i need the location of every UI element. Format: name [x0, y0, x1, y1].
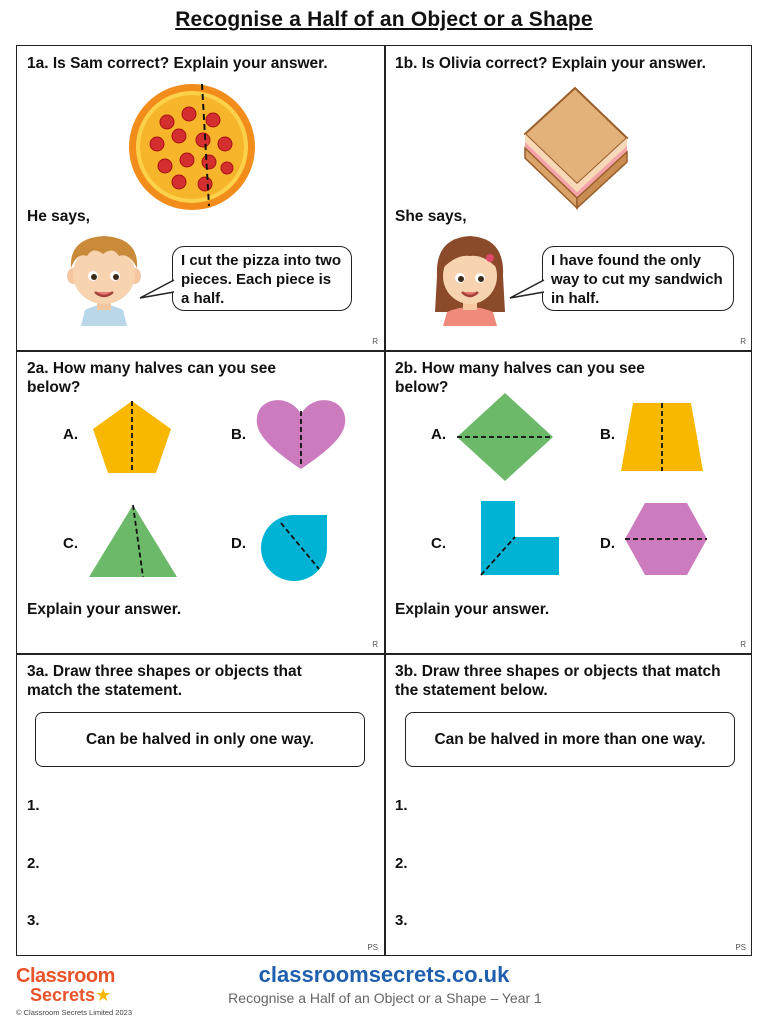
shape-label-d: D.: [600, 535, 615, 552]
question-2a-code: R: [372, 640, 378, 649]
sam-says-label: He says,: [27, 208, 90, 225]
question-3b: [385, 654, 752, 956]
olivia-says-label: She says,: [395, 208, 467, 225]
shape-label-c: C.: [63, 535, 78, 552]
shape-label-a: A.: [63, 426, 78, 443]
answer-number-3: 3.: [395, 912, 408, 929]
question-1a-text: 1a. Is Sam correct? Explain your answer.: [27, 55, 328, 72]
olivia-speech-bubble: I have found the only way to cut my sandwich in half.: [542, 246, 734, 311]
logo-line-2-text: Secrets: [30, 985, 96, 1005]
question-1b-text: 1b. Is Olivia correct? Explain your answer.: [395, 55, 706, 72]
answer-number-3: 3.: [27, 912, 40, 929]
pizza-image: [127, 82, 257, 212]
page-title: Recognise a Half of an Object or a Shape: [175, 8, 593, 31]
sam-speech-bubble: I cut the pizza into two pieces. Each piece is a half.: [172, 246, 352, 311]
sandwich-image: [515, 86, 635, 211]
question-2b-code: R: [740, 640, 746, 649]
explain-prompt-2b: Explain your answer.: [395, 601, 550, 618]
footer-website-link[interactable]: classroomsecrets.co.uk: [258, 962, 510, 987]
logo-line-1: Classroom: [16, 965, 115, 987]
boy-avatar: [63, 230, 145, 326]
pentagon-shape: [91, 399, 173, 475]
answer-number-2: 2.: [27, 855, 40, 872]
question-1a-code: R: [372, 337, 378, 346]
shape-label-b: B.: [231, 426, 246, 443]
question-2b: [385, 351, 752, 653]
worksheet-grid: [16, 45, 752, 956]
trapezium-shape: [617, 401, 707, 473]
girl-avatar: [427, 232, 513, 326]
hexagon-shape: [623, 501, 709, 579]
answer-number-1: 1.: [27, 797, 40, 814]
question-3a-code: PS: [367, 943, 378, 952]
question-2a: [17, 351, 384, 653]
star-icon: ★: [95, 985, 112, 1005]
statement-box-3b: Can be halved in more than one way.: [405, 712, 735, 767]
question-3b-code: PS: [735, 943, 746, 952]
question-3b-text: 3b. Draw three shapes or objects that match the statement below.: [395, 663, 721, 699]
triangle-shape: [87, 503, 179, 579]
sam-speech-tail: [138, 278, 176, 300]
question-1b: [385, 46, 752, 350]
logo-line-2: [16, 986, 141, 1004]
explain-prompt-2a: Explain your answer.: [27, 601, 182, 618]
shape-label-c: C.: [431, 535, 446, 552]
question-3a-text: 3a. Draw three shapes or objects that match the statement.: [27, 663, 302, 699]
question-1a: [17, 46, 384, 350]
heart-shape: [255, 397, 347, 471]
footer-copyright: © Classroom Secrets Limited 2023: [16, 1008, 132, 1017]
answer-number-1: 1.: [395, 797, 408, 814]
diamond-shape: [455, 391, 555, 483]
question-2a-text: 2a. How many halves can you see below?: [27, 360, 276, 396]
statement-box-3a: Can be halved in only one way.: [35, 712, 365, 767]
question-2b-text: 2b. How many halves can you see below?: [395, 360, 645, 396]
question-1b-code: R: [740, 337, 746, 346]
shape-label-b: B.: [600, 426, 615, 443]
answer-number-2: 2.: [395, 855, 408, 872]
olivia-speech-tail: [508, 278, 546, 300]
teardrop-shape: [259, 513, 329, 583]
classroom-secrets-logo[interactable]: [16, 966, 141, 1008]
shape-label-a: A.: [431, 426, 446, 443]
question-3a: [17, 654, 384, 956]
shape-label-d: D.: [231, 535, 246, 552]
footer-subtitle: Recognise a Half of an Object or a Shape – Year 1: [228, 990, 542, 1006]
l-shape: [475, 499, 561, 579]
